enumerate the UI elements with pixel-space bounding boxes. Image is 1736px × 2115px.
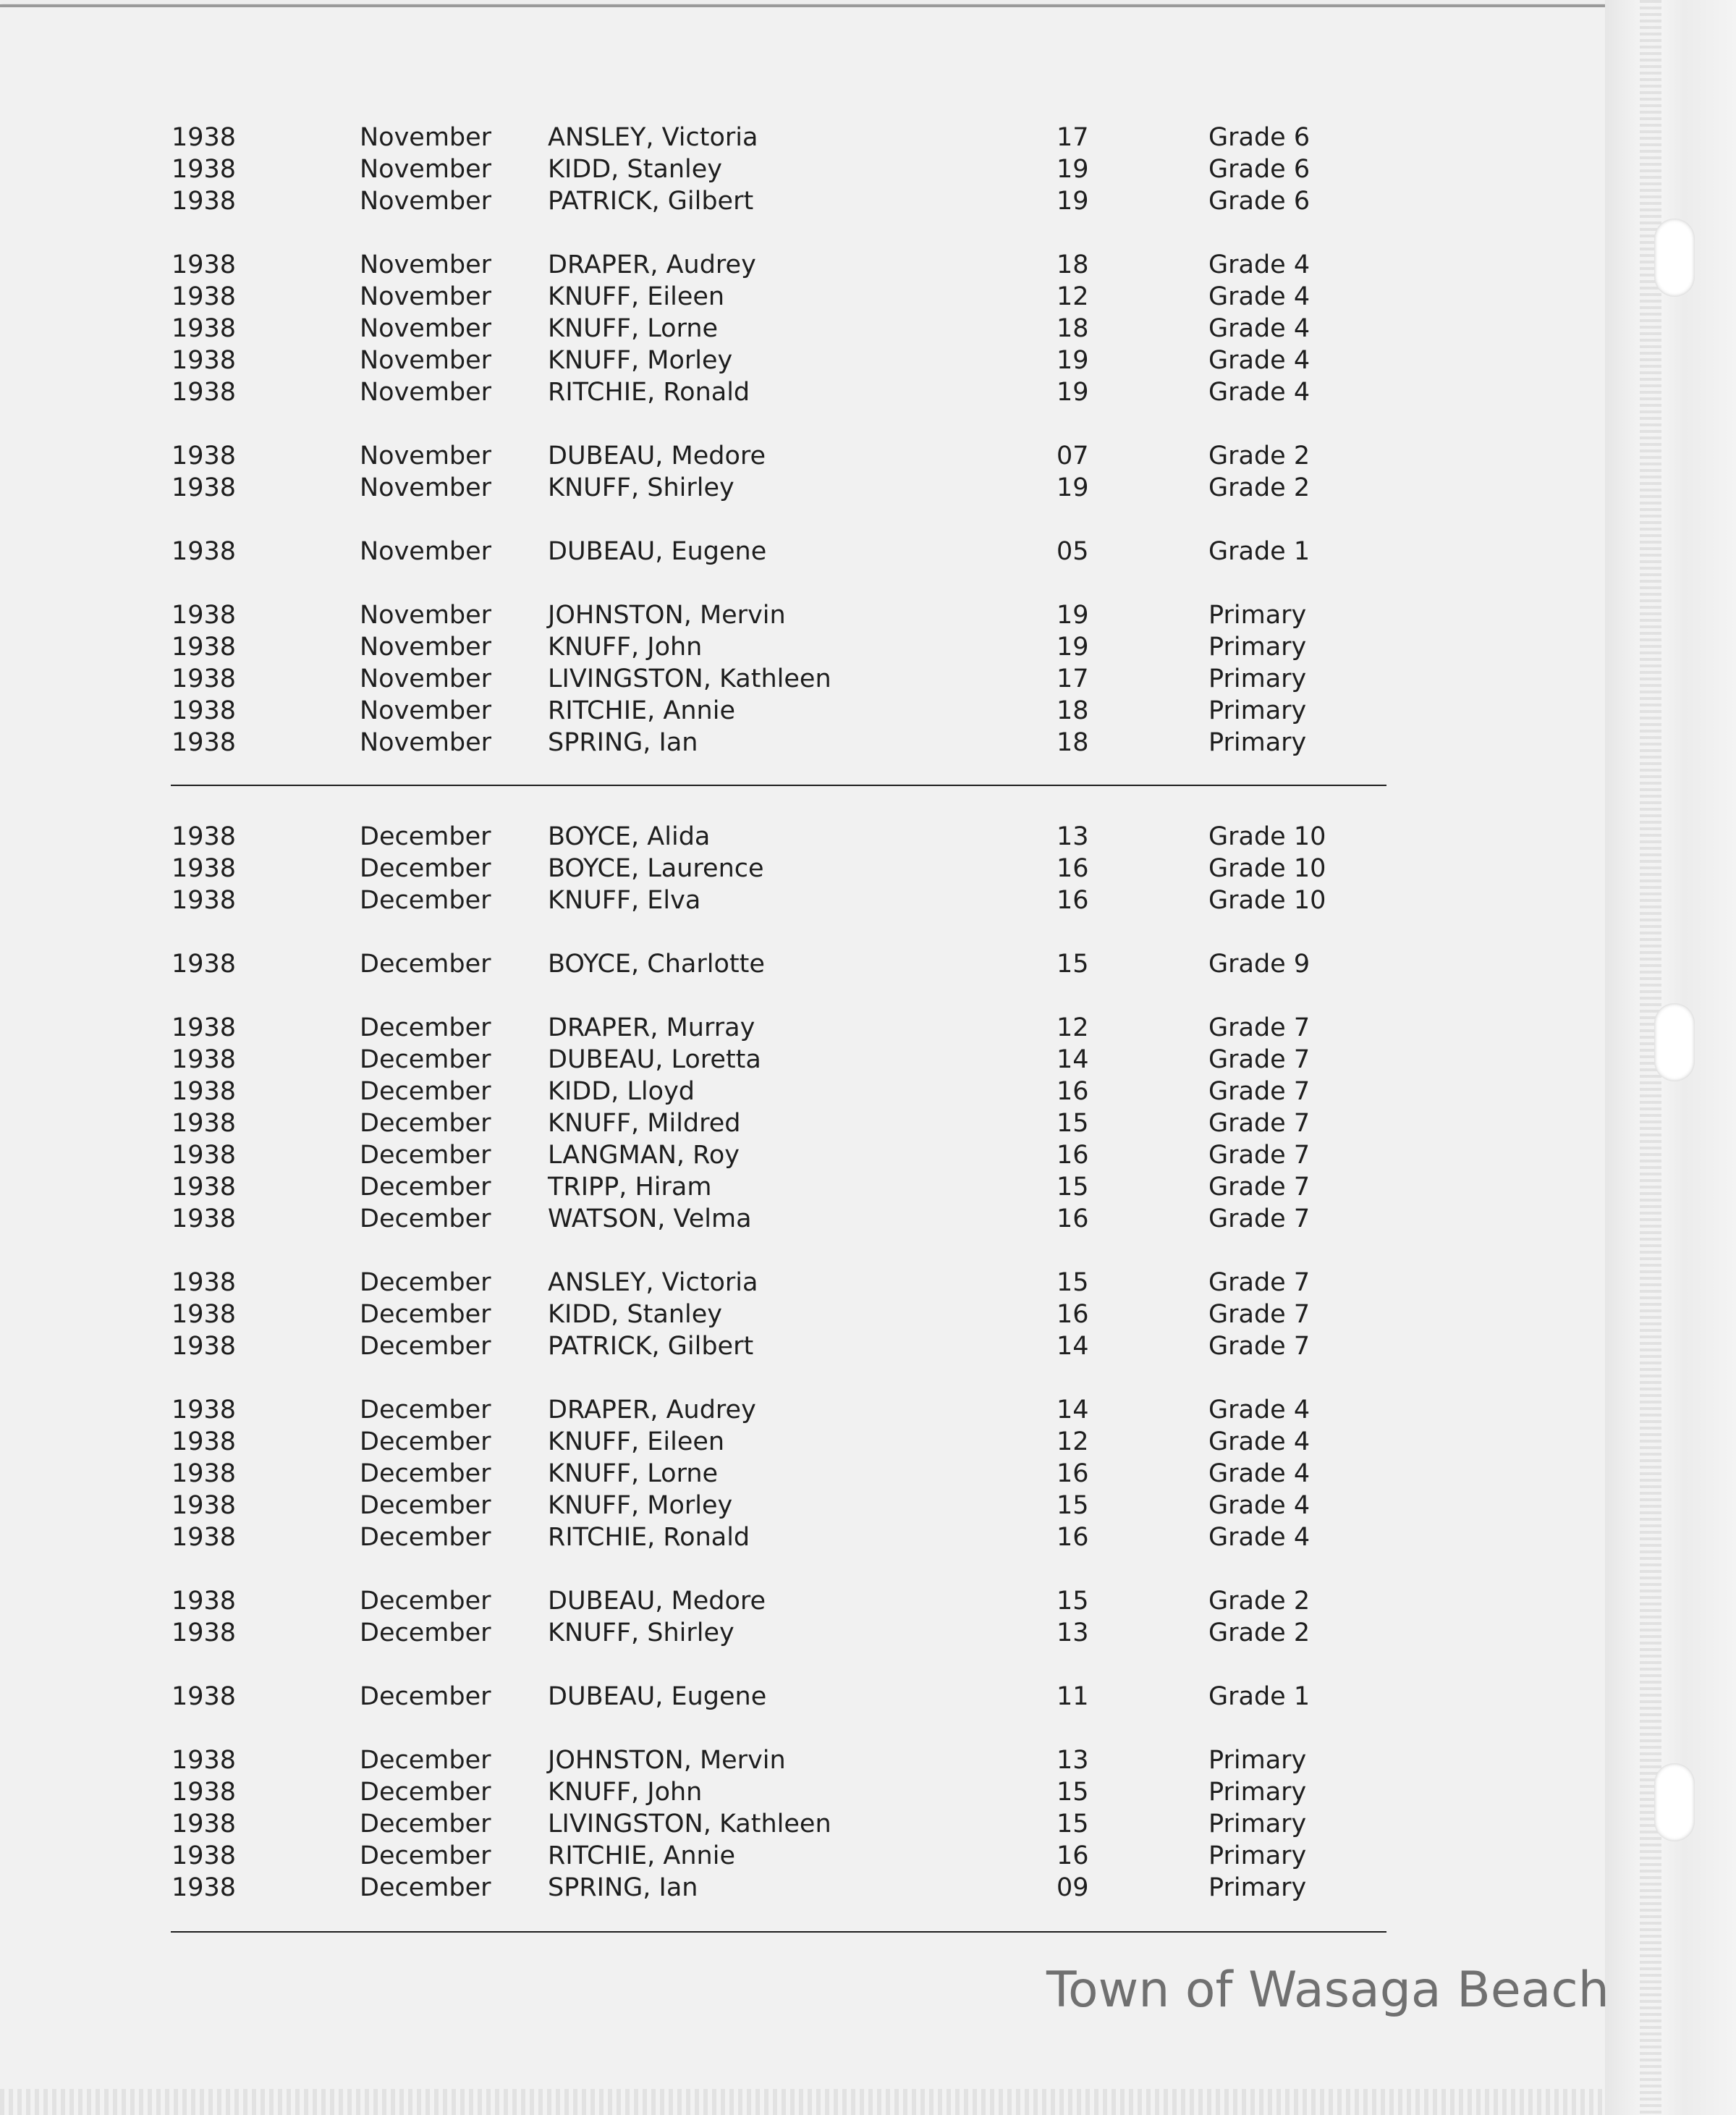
number-cell: 15 [1057,1491,1089,1520]
year-cell: 1938 [172,1746,237,1775]
grade-cell: Grade 2 [1208,473,1311,502]
month-cell: December [360,1778,491,1807]
table-row [0,1872,1447,1904]
number-cell: 15 [1057,1810,1089,1839]
grade-cell: Grade 4 [1208,1523,1311,1552]
year-cell: 1938 [172,1300,237,1329]
name-cell: ANSLEY, Victoria [548,123,758,152]
grade-cell: Grade 6 [1208,155,1311,184]
name-cell: LIVINGSTON, Kathleen [548,1810,831,1839]
number-cell: 13 [1057,1618,1089,1647]
table-row [0,1044,1447,1076]
name-cell: LIVINGSTON, Kathleen [548,664,831,693]
grade-cell: Grade 10 [1208,822,1326,851]
grade-cell: Grade 9 [1208,950,1311,979]
month-cell: November [360,378,492,407]
number-cell: 13 [1057,1746,1089,1775]
table-row [0,1139,1447,1171]
year-cell: 1938 [172,314,237,343]
year-cell: 1938 [172,822,237,851]
name-cell: LANGMAN, Roy [548,1141,740,1170]
table-row [0,1426,1447,1458]
table-row [0,281,1447,313]
month-cell: December [360,1109,491,1138]
grade-cell: Grade 4 [1208,250,1311,279]
year-cell: 1938 [172,1427,237,1456]
year-cell: 1938 [172,282,237,311]
table-row [0,313,1447,345]
table-row [0,1267,1447,1299]
table-row [0,1490,1447,1521]
month-cell: December [360,1013,491,1042]
table-row [0,1744,1447,1776]
month-cell: December [360,1268,491,1297]
month-cell: December [360,1396,491,1424]
grade-cell: Grade 6 [1208,187,1311,216]
grade-cell: Primary [1208,1873,1307,1902]
name-cell: KNUFF, Morley [548,346,733,375]
number-cell: 16 [1057,854,1089,883]
number-cell: 15 [1057,1587,1089,1616]
grade-cell: Primary [1208,633,1307,662]
name-cell: RITCHIE, Ronald [548,1523,750,1552]
year-cell: 1938 [172,537,237,566]
year-cell: 1938 [172,250,237,279]
year-cell: 1938 [172,1841,237,1870]
number-cell: 16 [1057,1077,1089,1106]
year-cell: 1938 [172,1268,237,1297]
month-cell: December [360,1491,491,1520]
table-row [0,1203,1447,1235]
number-cell: 19 [1057,601,1089,630]
grade-cell: Grade 4 [1208,346,1311,375]
number-cell: 12 [1057,1013,1089,1042]
year-cell: 1938 [172,950,237,979]
table-row [0,1012,1447,1044]
number-cell: 16 [1057,1459,1089,1488]
name-cell: KNUFF, Morley [548,1491,733,1520]
month-cell: November [360,537,492,566]
grade-cell: Primary [1208,1778,1307,1807]
number-cell: 16 [1057,1141,1089,1170]
month-cell: November [360,728,492,757]
section-divider [171,785,1386,786]
month-cell: November [360,696,492,725]
grade-cell: Primary [1208,728,1307,757]
grade-cell: Grade 4 [1208,378,1311,407]
month-cell: December [360,1300,491,1329]
year-cell: 1938 [172,1141,237,1170]
grade-cell: Primary [1208,664,1307,693]
name-cell: KIDD, Stanley [548,155,722,184]
sleeve-bottom-edge [0,2089,1605,2115]
month-cell: November [360,473,492,502]
table-row [0,153,1447,185]
month-cell: December [360,886,491,915]
grade-cell: Grade 7 [1208,1173,1311,1202]
grade-cell: Grade 4 [1208,1491,1311,1520]
name-cell: KIDD, Lloyd [548,1077,695,1106]
month-cell: December [360,1077,491,1106]
number-cell: 16 [1057,886,1089,915]
grade-cell: Primary [1208,1810,1307,1839]
year-cell: 1938 [172,854,237,883]
month-cell: November [360,601,492,630]
month-cell: November [360,282,492,311]
month-cell: November [360,664,492,693]
name-cell: KNUFF, Shirley [548,473,734,502]
number-cell: 12 [1057,282,1089,311]
year-cell: 1938 [172,442,237,470]
table-row [0,663,1447,695]
year-cell: 1938 [172,378,237,407]
name-cell: KNUFF, Eileen [548,1427,725,1456]
grade-cell: Grade 7 [1208,1204,1311,1233]
name-cell: DRAPER, Murray [548,1013,755,1042]
grade-cell: Grade 7 [1208,1045,1311,1074]
name-cell: KNUFF, Elva [548,886,701,915]
number-cell: 07 [1057,442,1089,470]
grade-cell: Grade 7 [1208,1013,1311,1042]
month-cell: December [360,1332,491,1361]
grade-cell: Grade 4 [1208,314,1311,343]
year-cell: 1938 [172,1778,237,1807]
grade-cell: Grade 2 [1208,442,1311,470]
binder-hole [1654,1763,1695,1841]
table-row [0,599,1447,631]
table-row [0,1107,1447,1139]
year-cell: 1938 [172,1873,237,1902]
binder-hole [1654,1003,1695,1081]
year-cell: 1938 [172,696,237,725]
name-cell: BOYCE, Laurence [548,854,764,883]
month-cell: November [360,346,492,375]
year-cell: 1938 [172,1045,237,1074]
table-row [0,727,1447,759]
number-cell: 18 [1057,696,1089,725]
name-cell: KNUFF, John [548,1778,703,1807]
grade-cell: Grade 1 [1208,537,1311,566]
number-cell: 14 [1057,1332,1089,1361]
name-cell: DRAPER, Audrey [548,1396,756,1424]
name-cell: KNUFF, Eileen [548,282,725,311]
number-cell: 16 [1057,1300,1089,1329]
table-row [0,472,1447,504]
number-cell: 19 [1057,187,1089,216]
name-cell: SPRING, Ian [548,1873,698,1902]
month-cell: November [360,155,492,184]
month-cell: December [360,822,491,851]
grade-cell: Grade 10 [1208,854,1326,883]
month-cell: December [360,1587,491,1616]
table-row [0,1076,1447,1107]
year-cell: 1938 [172,1109,237,1138]
name-cell: PATRICK, Gilbert [548,187,754,216]
month-cell: November [360,314,492,343]
number-cell: 18 [1057,314,1089,343]
number-cell: 18 [1057,250,1089,279]
name-cell: JOHNSTON, Mervin [548,601,786,630]
name-cell: RITCHIE, Ronald [548,378,750,407]
number-cell: 18 [1057,728,1089,757]
table-row [0,345,1447,376]
table-row [0,536,1447,567]
name-cell: DUBEAU, Loretta [548,1045,761,1074]
grade-cell: Grade 1 [1208,1682,1311,1711]
grade-cell: Grade 4 [1208,1396,1311,1424]
grade-cell: Grade 7 [1208,1300,1311,1329]
month-cell: December [360,1427,491,1456]
table-row [0,1808,1447,1840]
month-cell: December [360,1204,491,1233]
table-row [0,821,1447,853]
name-cell: DRAPER, Audrey [548,250,756,279]
month-cell: December [360,1682,491,1711]
name-cell: KNUFF, Lorne [548,1459,719,1488]
table-row [0,1521,1447,1553]
month-cell: November [360,442,492,470]
table-row [0,1394,1447,1426]
grade-cell: Grade 4 [1208,282,1311,311]
month-cell: November [360,187,492,216]
number-cell: 19 [1057,346,1089,375]
name-cell: BOYCE, Alida [548,822,711,851]
year-cell: 1938 [172,1173,237,1202]
year-cell: 1938 [172,633,237,662]
name-cell: DUBEAU, Eugene [548,1682,767,1711]
year-cell: 1938 [172,601,237,630]
grade-cell: Primary [1208,601,1307,630]
watermark-text: Town of Wasaga Beach [1046,1962,1609,2019]
month-cell: December [360,1841,491,1870]
number-cell: 12 [1057,1427,1089,1456]
number-cell: 05 [1057,537,1089,566]
year-cell: 1938 [172,187,237,216]
table-row [0,885,1447,916]
grade-cell: Grade 7 [1208,1077,1311,1106]
year-cell: 1938 [172,1396,237,1424]
year-cell: 1938 [172,1523,237,1552]
table-row [0,376,1447,408]
number-cell: 19 [1057,378,1089,407]
name-cell: KNUFF, Mildred [548,1109,741,1138]
name-cell: RITCHIE, Annie [548,696,735,725]
grade-cell: Grade 2 [1208,1618,1311,1647]
year-cell: 1938 [172,728,237,757]
name-cell: JOHNSTON, Mervin [548,1746,786,1775]
number-cell: 19 [1057,633,1089,662]
name-cell: KNUFF, John [548,633,703,662]
number-cell: 14 [1057,1045,1089,1074]
grade-cell: Grade 4 [1208,1427,1311,1456]
year-cell: 1938 [172,123,237,152]
number-cell: 17 [1057,664,1089,693]
table-row [0,440,1447,472]
grade-cell: Grade 7 [1208,1141,1311,1170]
month-cell: November [360,250,492,279]
year-cell: 1938 [172,473,237,502]
table-row [0,1776,1447,1808]
year-cell: 1938 [172,1491,237,1520]
table-row [0,122,1447,153]
number-cell: 11 [1057,1682,1089,1711]
month-cell: December [360,1810,491,1839]
name-cell: ANSLEY, Victoria [548,1268,758,1297]
table-row [0,1330,1447,1362]
table-row [0,1840,1447,1872]
number-cell: 15 [1057,1109,1089,1138]
number-cell: 15 [1057,1173,1089,1202]
grade-cell: Primary [1208,1746,1307,1775]
name-cell: PATRICK, Gilbert [548,1332,754,1361]
grade-cell: Grade 7 [1208,1268,1311,1297]
number-cell: 16 [1057,1841,1089,1870]
year-cell: 1938 [172,1587,237,1616]
year-cell: 1938 [172,1077,237,1106]
year-cell: 1938 [172,155,237,184]
year-cell: 1938 [172,886,237,915]
table-row [0,695,1447,727]
name-cell: DUBEAU, Eugene [548,537,767,566]
month-cell: December [360,1873,491,1902]
name-cell: SPRING, Ian [548,728,698,757]
year-cell: 1938 [172,1204,237,1233]
table-row [0,948,1447,980]
month-cell: December [360,1746,491,1775]
table-row [0,1458,1447,1490]
month-cell: December [360,854,491,883]
number-cell: 13 [1057,822,1089,851]
month-cell: November [360,123,492,152]
month-cell: December [360,1459,491,1488]
number-cell: 19 [1057,473,1089,502]
month-cell: December [360,950,491,979]
month-cell: December [360,1141,491,1170]
number-cell: 17 [1057,123,1089,152]
month-cell: December [360,1173,491,1202]
month-cell: November [360,633,492,662]
year-cell: 1938 [172,1459,237,1488]
number-cell: 16 [1057,1523,1089,1552]
number-cell: 15 [1057,1268,1089,1297]
binder-hole [1654,219,1695,297]
number-cell: 09 [1057,1873,1089,1902]
number-cell: 15 [1057,1778,1089,1807]
table-row [0,1617,1447,1649]
year-cell: 1938 [172,1682,237,1711]
table-row [0,1299,1447,1330]
name-cell: KNUFF, Shirley [548,1618,734,1647]
number-cell: 19 [1057,155,1089,184]
grade-cell: Primary [1208,696,1307,725]
name-cell: RITCHIE, Annie [548,1841,735,1870]
month-cell: December [360,1523,491,1552]
month-cell: December [360,1618,491,1647]
grade-cell: Grade 6 [1208,123,1311,152]
year-cell: 1938 [172,346,237,375]
name-cell: WATSON, Velma [548,1204,752,1233]
name-cell: TRIPP, Hiram [548,1173,712,1202]
grade-cell: Grade 10 [1208,886,1326,915]
table-row [0,1171,1447,1203]
table-row [0,853,1447,885]
name-cell: KIDD, Stanley [548,1300,722,1329]
section-divider [171,1931,1386,1933]
name-cell: DUBEAU, Medore [548,442,766,470]
name-cell: KNUFF, Lorne [548,314,719,343]
year-cell: 1938 [172,1618,237,1647]
name-cell: BOYCE, Charlotte [548,950,765,979]
year-cell: 1938 [172,664,237,693]
table-row [0,185,1447,217]
number-cell: 14 [1057,1396,1089,1424]
table-row [0,631,1447,663]
table-row [0,1585,1447,1617]
number-cell: 16 [1057,1204,1089,1233]
year-cell: 1938 [172,1332,237,1361]
number-cell: 15 [1057,950,1089,979]
year-cell: 1938 [172,1810,237,1839]
grade-cell: Grade 2 [1208,1587,1311,1616]
grade-cell: Grade 4 [1208,1459,1311,1488]
table-row [0,249,1447,281]
month-cell: December [360,1045,491,1074]
table-row [0,1681,1447,1713]
grade-cell: Grade 7 [1208,1332,1311,1361]
grade-cell: Grade 7 [1208,1109,1311,1138]
name-cell: DUBEAU, Medore [548,1587,766,1616]
grade-cell: Primary [1208,1841,1307,1870]
year-cell: 1938 [172,1013,237,1042]
